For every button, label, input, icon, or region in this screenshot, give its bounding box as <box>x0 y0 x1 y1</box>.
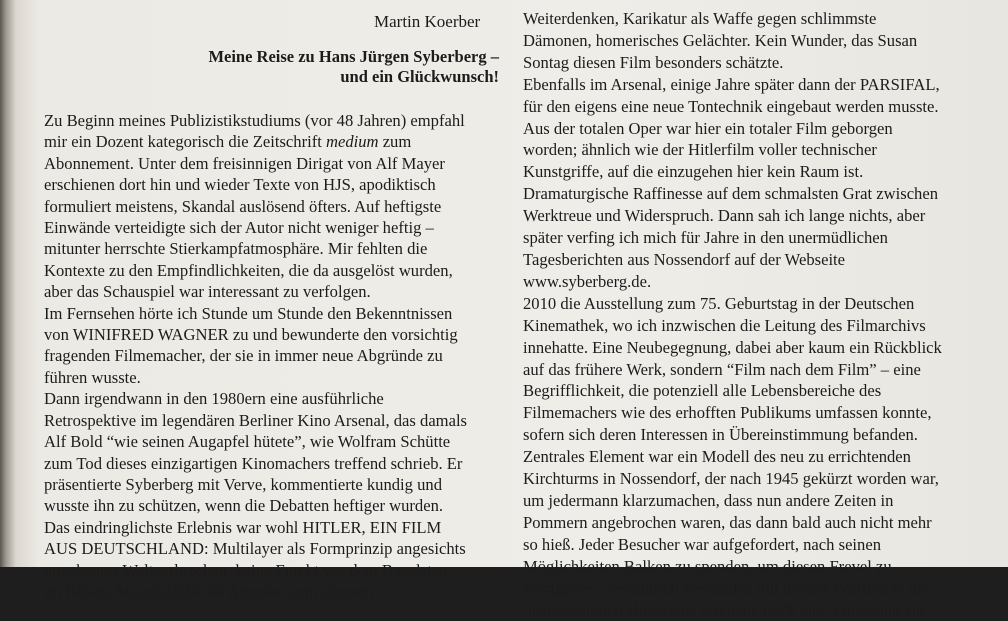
text-line: präsentierte Syberberg mit Verve, kommentierte kundig und <box>44 474 442 494</box>
text-line: Kinemathek, wo ich inzwischen die Leitung des Filmarchivs <box>523 315 926 335</box>
text-line: 2010 die Ausstellung zum 75. Geburtstag in der Deutschen <box>523 293 915 313</box>
text-line: Sontag diesen Film besonders schätzte. <box>523 52 784 72</box>
text-line: mir ein Dozent kategorisch die Zeitschrift medium zum <box>44 132 412 152</box>
text-line: wusste ihn zu schützen, wenn die Debatten heftiger wurden. <box>44 496 444 516</box>
text-line: worden; ähnlich wie der Hitlerfilm voller technischer <box>523 140 877 160</box>
author-name: Martin Koerber <box>374 12 481 31</box>
text-line: Kirchturms in Nossendorf, der nach 1945 gekürzt worden war, <box>523 469 939 489</box>
text-line: im Bösen, Materialfülle als Angebot zum eigenen <box>44 581 374 601</box>
text-line: Dämonen, homerisches Gelächter. Kein Wunder, das Susan <box>523 30 918 50</box>
title-line: Meine Reise zu Hans Jürgen Syberberg – <box>208 47 499 66</box>
text-line: Ebenfalls im Arsenal, einige Jahre später dann der PARSIFAL, <box>523 74 940 94</box>
text-line: sofern sich deren Interessen in Übereinstimmung befanden. <box>523 425 918 445</box>
text-line: Werktreue und Widerspruch. Dann sah ich lange nichts, aber <box>523 206 926 226</box>
text-line: Zentrales Element war ein Modell des neu zu errichtenden <box>523 447 911 467</box>
text-line: www.syberberg.de. <box>523 271 652 291</box>
text-line: Filmemachers wie des erhofften Publikums umfassen konnte, <box>523 403 932 423</box>
text-line: innehatte. Eine Neubegegnung, dabei aber kaum ein Rückblick <box>523 337 942 357</box>
text-line: führen wusste. <box>44 367 141 387</box>
text-line: für den eigens eine neue Tontechnik eingebaut werden musste. <box>523 96 939 116</box>
text-line: Zu Beginn meines Publizistikstudiums (vor 48 Jahren) empfahl <box>44 111 465 130</box>
text-line: mitunter herrschte Stierkampfatmosphäre. Mir fehlten die <box>44 239 428 259</box>
text-line: Pommern angebrochen waren, das dann bald auch nicht mehr <box>523 512 932 532</box>
text-line: auf das frühere Werk, sondern “Film nach dem Film” – eine <box>523 359 921 379</box>
text-line: zum Tod dieses einzigartigen Kinomachers treffend schrieb. Er <box>44 453 463 473</box>
text-line: Dramaturgische Raffinesse auf dem schmalsten Grat zwischen <box>523 184 939 204</box>
text-line: so hieß. Jeder Besucher war aufgefordert, nach seinen <box>523 534 881 554</box>
text-line: um jedermann klarzumachen, dass nun andere Zeiten in <box>523 490 894 510</box>
text-line: Das eindringlichste Erlebnis war wohl HITLER, EIN FILM <box>44 517 442 537</box>
text-line: Dann irgendwann in den 1980ern eine ausführliche <box>44 389 384 409</box>
text-line: später verfing ich mich für Jahre in den unermüdlichen <box>523 228 888 248</box>
text-line: von WINIFRED WAGNER zu und bewunderte den vorsichtig <box>44 325 458 345</box>
text-line: erschienen dort hin und wieder Texte von HJS, apodiktisch <box>44 175 436 195</box>
text-line: Abonnement. Unter dem freisinnigen Dirigat von Alf Mayer <box>44 153 445 173</box>
text-line: aber das Schauspiel war interessant zu verfolgen. <box>44 282 371 302</box>
italic-word: medium <box>326 132 379 152</box>
text-line: Einwände verteidigte sich der Autor nicht weniger heftig – <box>44 218 434 238</box>
text-line: Aus der totalen Oper war hier ein totaler Film geborgen <box>523 118 893 138</box>
right-column-text <box>523 8 1003 621</box>
text-line: Retrospektive im legendären Berliner Kino Arsenal, das damals <box>44 410 468 430</box>
text-line: formuliert meistens, Skandal auslösend öfters. Auf heftigste <box>44 196 442 216</box>
text-line: ungeheurer Weltverbrechen, keine Furcht vor dem Banalsten <box>44 560 448 580</box>
text-line: Im Fernsehen hörte ich Stunde um Stunde den Bekenntnissen <box>44 303 453 323</box>
text-line: Begrifflichkeit, die potenziell alle Lebensbereiche des <box>523 381 882 401</box>
text-line: korrigieren. Vermutlich verbunden mit meiner Position in der <box>523 578 931 598</box>
text-line: institutionellen Hierarchie erreichte mich eine Einladung zur <box>523 600 926 620</box>
text-line: Weiterdenken, Karikatur als Waffe gegen schlimmste <box>523 9 877 28</box>
article-title <box>179 47 499 87</box>
text-line: Alf Bold “wie seinen Augapfel hütete”, wie Wolfram Schütte <box>44 432 451 452</box>
text-line: Möglichkeiten Balken zu spenden, um diesen Frevel zu <box>523 556 892 576</box>
text-line: Tagesberichten aus Nossendorf auf der Webseite <box>523 249 846 269</box>
text-line: Kontexte zu den Empfindlichkeiten, die da ausgelöst wurden, <box>44 260 453 280</box>
text-line: fragenden Filmemacher, der sie in immer neue Abgründe zu <box>44 346 443 366</box>
title-line: und ein Glückwunsch! <box>340 67 499 86</box>
text-line: AUS DEUTSCHLAND: Multilayer als Formprinzip angesichts <box>44 539 466 559</box>
left-column-text <box>44 110 496 602</box>
text-line: Kunstgriffe, auf die einzugehen hier kein Raum ist. <box>523 162 864 182</box>
